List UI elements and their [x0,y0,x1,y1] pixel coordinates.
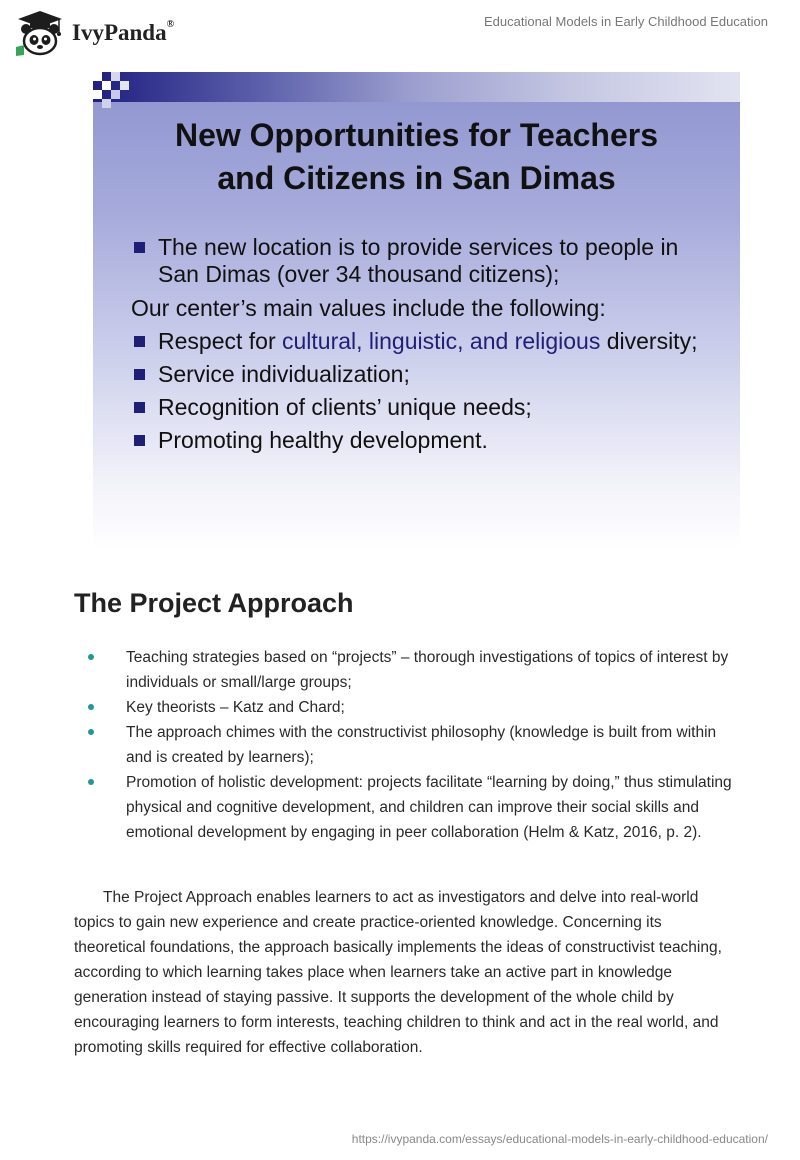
slide-decor-square [102,81,111,90]
list-item: Promotion of holistic development: projects facilitate “learning by doing,” thus stimulating physical and cognitive development, and children can improve their social skills and emotional development by engaging in peer collaboration (Helm & Katz, 2016, p. 2). [88,770,738,845]
list-item: The approach chimes with the constructivist philosophy (knowledge is built from within and is created by learners); [88,720,738,770]
brand-logo[interactable] [14,8,174,58]
slide-list-item: Promoting healthy development. [131,427,721,454]
slide-list-item: Our center’s main values include the following: [131,295,606,321]
presentation-slide [93,72,740,548]
slide-bullet-list [131,234,721,454]
slide-title: New Opportunities for Teachers and Citizens in San Dimas [174,117,659,196]
panda-graduate-icon [14,9,66,57]
list-item: Teaching strategies based on “projects” – thorough investigations of topics of interest by individuals or small/large groups; [88,645,738,695]
slide-decor-square [120,81,129,90]
slide-highlight-text: cultural, linguistic, and religious [282,328,601,354]
slide-list-item: Respect for cultural, linguistic, and religious diversity; [131,328,721,355]
slide-decor-square [111,90,120,99]
slide-list-item: The new location is to provide services to people in San Dimas (over 34 thousand citizens); [131,234,721,288]
document-title: Educational Models in Early Childhood Education [483,14,768,29]
source-url[interactable]: https://ivypanda.com/essays/educational-models-in-early-childhood-education/ [351,1132,768,1146]
slide-decor-bar [93,72,740,102]
brand-name: IvyPanda® [72,19,175,45]
slide-list-item: Recognition of clients’ unique needs; [131,394,721,421]
slide-list-item: Service individualization; [131,361,721,388]
slide-decor-square [93,72,102,81]
slide-decor-square [102,99,111,108]
body-paragraph: The Project Approach enables learners to act as investigators and delve into real-world topics to gain new experience and create practice-oriented knowledge. Concerning its theoretical foundations, the approach basically implements the ideas of constructivist teaching, according to which learning takes place when learners take an active part in knowledge generation instead of staying passive. It supports the development of the whole child by encouraging learners to form interests, teaching children to think and act in the real world, and promoting skills required for effective collaboration. [74,889,722,1056]
bullet-list [88,645,738,845]
list-item: Key theorists – Katz and Chard; [88,695,738,720]
page-header [0,0,800,70]
section-heading: The Project Approach [74,588,354,618]
slide-decor-square [93,90,102,99]
slide-decor-square [111,72,120,81]
